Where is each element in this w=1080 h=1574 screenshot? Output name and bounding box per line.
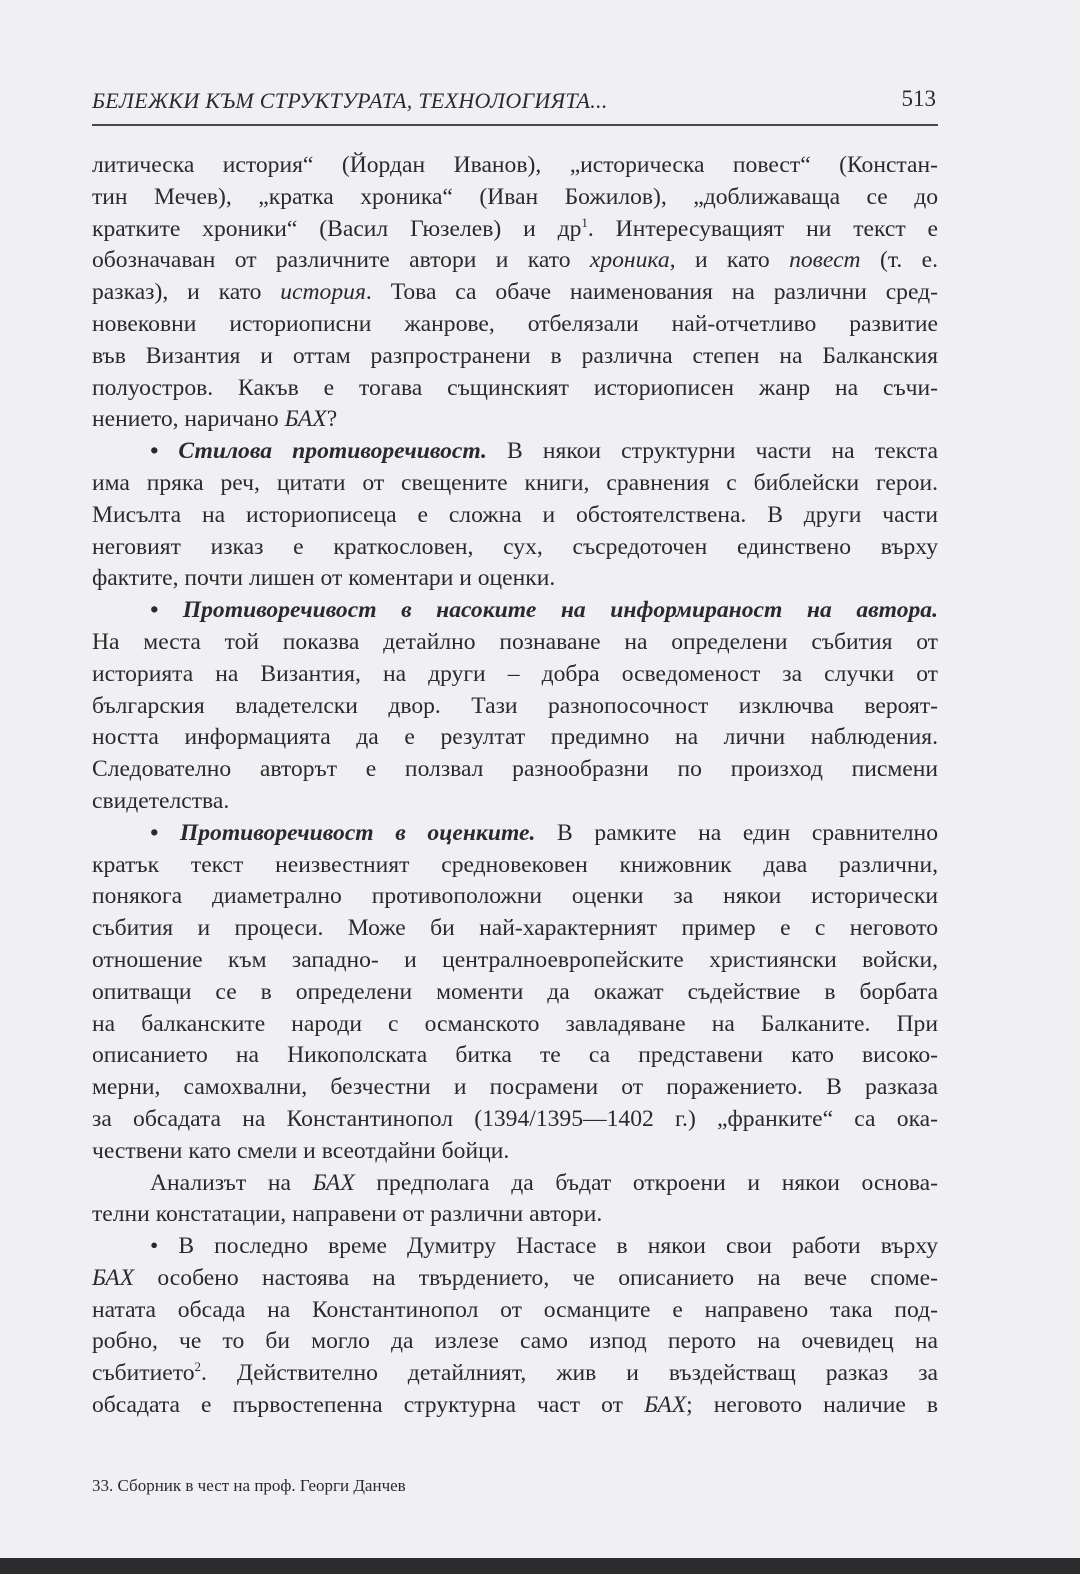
text-line: българския владетелски двор. Тази разнопосочност изключва вероят- [92,692,938,719]
signature-footer: 33. Сборник в чест на проф. Георги Данчев [92,1476,406,1495]
italic-term: история [280,279,366,306]
text-line: за обсадата на Константинопол (1394/1395—1402 г.) „франките“ са ока- [92,1105,938,1132]
running-title: БЕЛЕЖКИ КЪМ СТРУКТУРАТА, ТЕХНОЛОГИЯТА... [92,88,608,113]
text-line: Мисълта на историописеца е сложна и обстоятелствена. В други части [92,501,938,528]
text-line: събития и процеси. Може би най-характерният пример е с неговото [92,915,938,942]
page-header [92,84,938,126]
text-line: натата обсада на Константинопол от османците е направено така под- [92,1296,938,1323]
text-line: във Византия и оттам разпространени в различна степен на Балканския [92,342,938,369]
page-number: 513 [901,86,936,111]
text-line [92,818,938,850]
text-line: На места той показва детайлно познаване на определени събития от [92,628,938,655]
text-span: В рамките на един сравнително [535,819,938,846]
scan-edge [0,1558,1080,1574]
text-line: на балканските народи с османското завладяване на Балканите. При [92,1010,938,1037]
text-line: • В последно време Думитру Настасе в някои свои работи върху [150,1233,938,1260]
text-span: ; неговото наличие в [686,1392,938,1419]
italic-term: БАХ [312,1169,355,1196]
text-span: В някои структурни части на текста [486,438,938,465]
text-line [92,436,938,468]
text-line [92,1358,938,1390]
text-line: опитващи се в определени моменти да окажат съдействие в борбата [92,978,938,1005]
text-line [92,245,938,277]
footnote-ref: 2 [194,1359,202,1375]
text-line [92,214,938,246]
text-line: отношение към западно- и централноевропейските християнски войски, [92,946,938,973]
text-line: телни констатации, направени от различни автори. [92,1201,603,1228]
text-span: и като [675,247,790,274]
text-line: неговият изказ е краткословен, сух, съсредоточен единствено върху [92,533,938,560]
text-line: Следователно авторът е ползвал разнообразни по произход писмени [92,756,938,783]
italic-term: БАХ [644,1392,687,1419]
text-line: историята на Византия, на други – добра осведоменост за случки от [92,660,938,687]
italic-term: БАХ [284,406,327,433]
text-span: обсадата е първостепенна структурна част от [92,1392,645,1419]
text-line: кратък текст неизвестният средновековен книжовник дава различни, [92,851,938,878]
text-line: тин Мечев), „кратка хроника“ (Иван Божилов), „доближаваща се до [92,183,938,210]
footnote-ref: 1 [581,214,588,230]
text-line: новековни историописни жанрове, отбелязали най-отчетливо развитие [92,310,938,337]
text-line [92,1263,938,1295]
text-line: полуостров. Какъв е тогава същинският историописен жанр на съчи- [92,374,938,401]
text-span: ? [326,406,338,433]
text-line [92,1168,938,1200]
text-span: обозначаван от различните автори и като [92,247,590,274]
text-span: събитието [92,1360,195,1387]
body-text [92,150,938,1422]
text-line [92,404,938,436]
text-span: особено настоява на твърдението, че описанието на вече споме- [134,1264,938,1291]
text-line [92,595,938,627]
text-span: . Действително детайлният, жив и въздействащ разказ за [201,1360,938,1387]
text-span: предполага да бъдат откроени и някои основа- [354,1169,938,1196]
text-span: кратките хроники“ (Васил Гюзелев) и др [92,215,582,242]
text-span: нението, наричано [92,406,285,433]
text-line: описанието на Никополската битка те са представени като високо- [92,1042,938,1069]
italic-term: хроника, [589,247,676,274]
section-heading: • Противоречивост в насоките на информираност на автора. [150,597,938,624]
text-line: ността информацията да е резултат предимно на лични наблюдения. [92,724,938,751]
text-line [92,1390,938,1422]
italic-term: повест [789,247,861,274]
text-span: Анализът на [150,1169,313,1196]
section-heading: • Стилова противоречивост. [150,438,487,465]
text-span: (т. е. [860,247,938,274]
text-line [92,277,938,309]
text-line: робно, че то би могло да излезе само изпод перото на очевидец на [92,1328,938,1355]
text-line: свидетелства. [92,787,230,814]
text-line: фактите, почти лишен от коментари и оценки. [92,565,556,592]
text-line: понякога диаметрално противоположни оценки за някои исторически [92,883,938,910]
text-span: . Интересуващият ни текст е [587,215,938,242]
text-line: има пряка реч, цитати от свещените книги, сравнения с библейски герои. [92,469,938,496]
italic-term: БАХ [92,1264,135,1291]
text-span: разказ), и като [92,279,281,306]
text-span: . Това са обаче наименования на различни сред- [365,279,938,306]
text-line: чествени като смели и всеотдайни бойци. [92,1137,510,1164]
section-heading: • Противоречивост в оценките. [150,819,536,846]
text-line: литическа история“ (Йордан Иванов), „историческа повест“ (Констан- [92,152,938,178]
text-line: мерни, самохвални, безчестни и посрамени от поражението. В разказа [92,1074,938,1101]
